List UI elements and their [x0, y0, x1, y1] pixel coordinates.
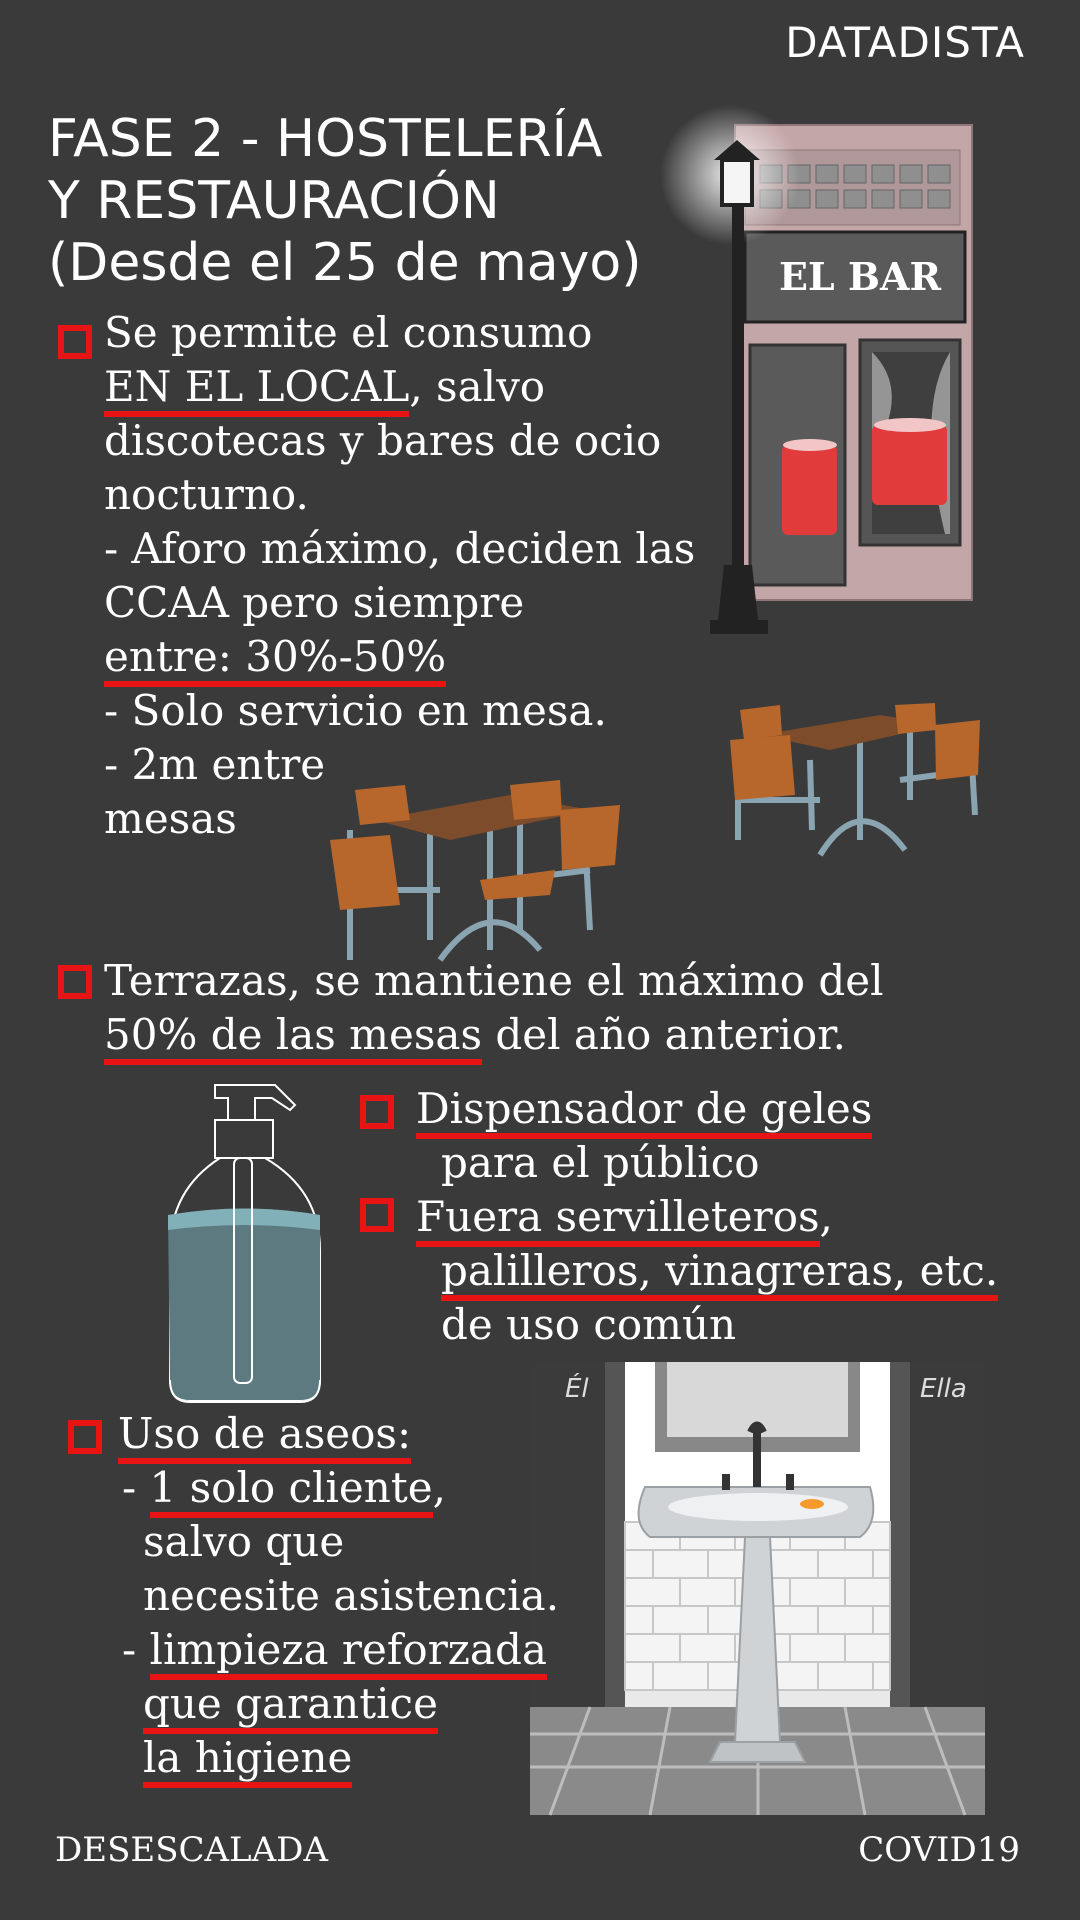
checkbox-icon: [58, 325, 92, 359]
section-geles: [416, 1082, 872, 1190]
gel-dispenser-illustration: [160, 1080, 330, 1410]
highlight-uso-aseos: Uso de aseos:: [118, 1409, 411, 1464]
table-chairs-illustration-left: [330, 770, 650, 970]
section-terrazas: [104, 954, 884, 1062]
local-line-3: discotecas y bares de ocio: [104, 416, 662, 465]
bar-sign-text: EL BAR: [778, 254, 942, 299]
aseos-line-1: [118, 1407, 559, 1461]
checkbox-icon: [360, 1095, 394, 1129]
local-line-7: [104, 630, 695, 684]
servilleteros-line-1: Fuera servilleteros,: [416, 1190, 998, 1244]
local-line-10: mesas: [104, 794, 237, 843]
aseos-line-6: [118, 1677, 559, 1731]
page-title: [48, 108, 642, 294]
highlight-fuera-servilleteros: Fuera servilleteros: [416, 1192, 820, 1247]
title-line-3: (Desde el 25 de mayo): [48, 233, 642, 293]
highlight-limpieza: limpieza reforzada: [150, 1625, 547, 1680]
checkbox-icon: [58, 965, 92, 999]
restroom-label-right: Ella: [920, 1374, 967, 1404]
highlight-garantice: que garantice: [143, 1679, 438, 1734]
local-line-6: CCAA pero siempre: [104, 578, 525, 627]
aseos-line-3: salvo que: [143, 1517, 345, 1566]
terrazas-line-1: Terrazas, se mantiene el máximo del: [104, 956, 884, 1005]
title-line-2: Y RESTAURACIÓN: [48, 171, 500, 231]
aseos-line-4: necesite asistencia.: [143, 1571, 560, 1620]
highlight-aforo: entre: 30%-50%: [104, 632, 446, 687]
restroom-sink-illustration: [530, 1362, 985, 1815]
checkbox-icon: [360, 1198, 394, 1232]
servilleteros-line-2: [416, 1244, 998, 1298]
highlight-dispensador: Dispensador de geles: [416, 1084, 872, 1139]
table-chairs-illustration-right: [730, 700, 990, 860]
local-line-5: - Aforo máximo, deciden las: [104, 524, 696, 573]
aseos-line-2: - 1 solo cliente,: [118, 1461, 559, 1515]
servilleteros-line-3: de uso común: [441, 1300, 737, 1349]
local-line-1: Se permite el consumo: [104, 308, 593, 357]
local-line-9: - 2m entre: [104, 740, 326, 789]
highlight-en-el-local: EN EL LOCAL: [104, 362, 409, 417]
section-local: [104, 306, 695, 846]
brand-logo: DATADISTA: [785, 18, 1025, 67]
bar-facade-illustration: [700, 120, 1000, 680]
aseos-line-5: - limpieza reforzada: [118, 1623, 559, 1677]
local-line-8: - Solo servicio en mesa.: [104, 686, 607, 735]
local-line-2: EN EL LOCAL, salvo: [104, 360, 695, 414]
geles-line-2: para el público: [441, 1138, 760, 1187]
footer-left: DESESCALADA: [55, 1830, 328, 1870]
highlight-1-solo-cliente: 1 solo cliente: [150, 1463, 433, 1518]
footer-right: COVID19: [858, 1830, 1020, 1870]
section-aseos: [118, 1407, 559, 1785]
highlight-50-mesas: 50% de las mesas: [104, 1010, 482, 1065]
terrazas-line-2: 50% de las mesas del año anterior.: [104, 1008, 884, 1062]
highlight-higiene: la higiene: [143, 1733, 352, 1788]
section-servilleteros: [416, 1190, 998, 1352]
restroom-label-left: Él: [565, 1374, 589, 1404]
aseos-line-7: [118, 1731, 559, 1785]
local-line-4: nocturno.: [104, 470, 309, 519]
highlight-palilleros: palilleros, vinagreras, etc.: [441, 1246, 998, 1301]
geles-line-1: [416, 1082, 872, 1136]
title-line-1: FASE 2 - HOSTELERÍA: [48, 109, 603, 169]
checkbox-icon: [68, 1420, 102, 1454]
